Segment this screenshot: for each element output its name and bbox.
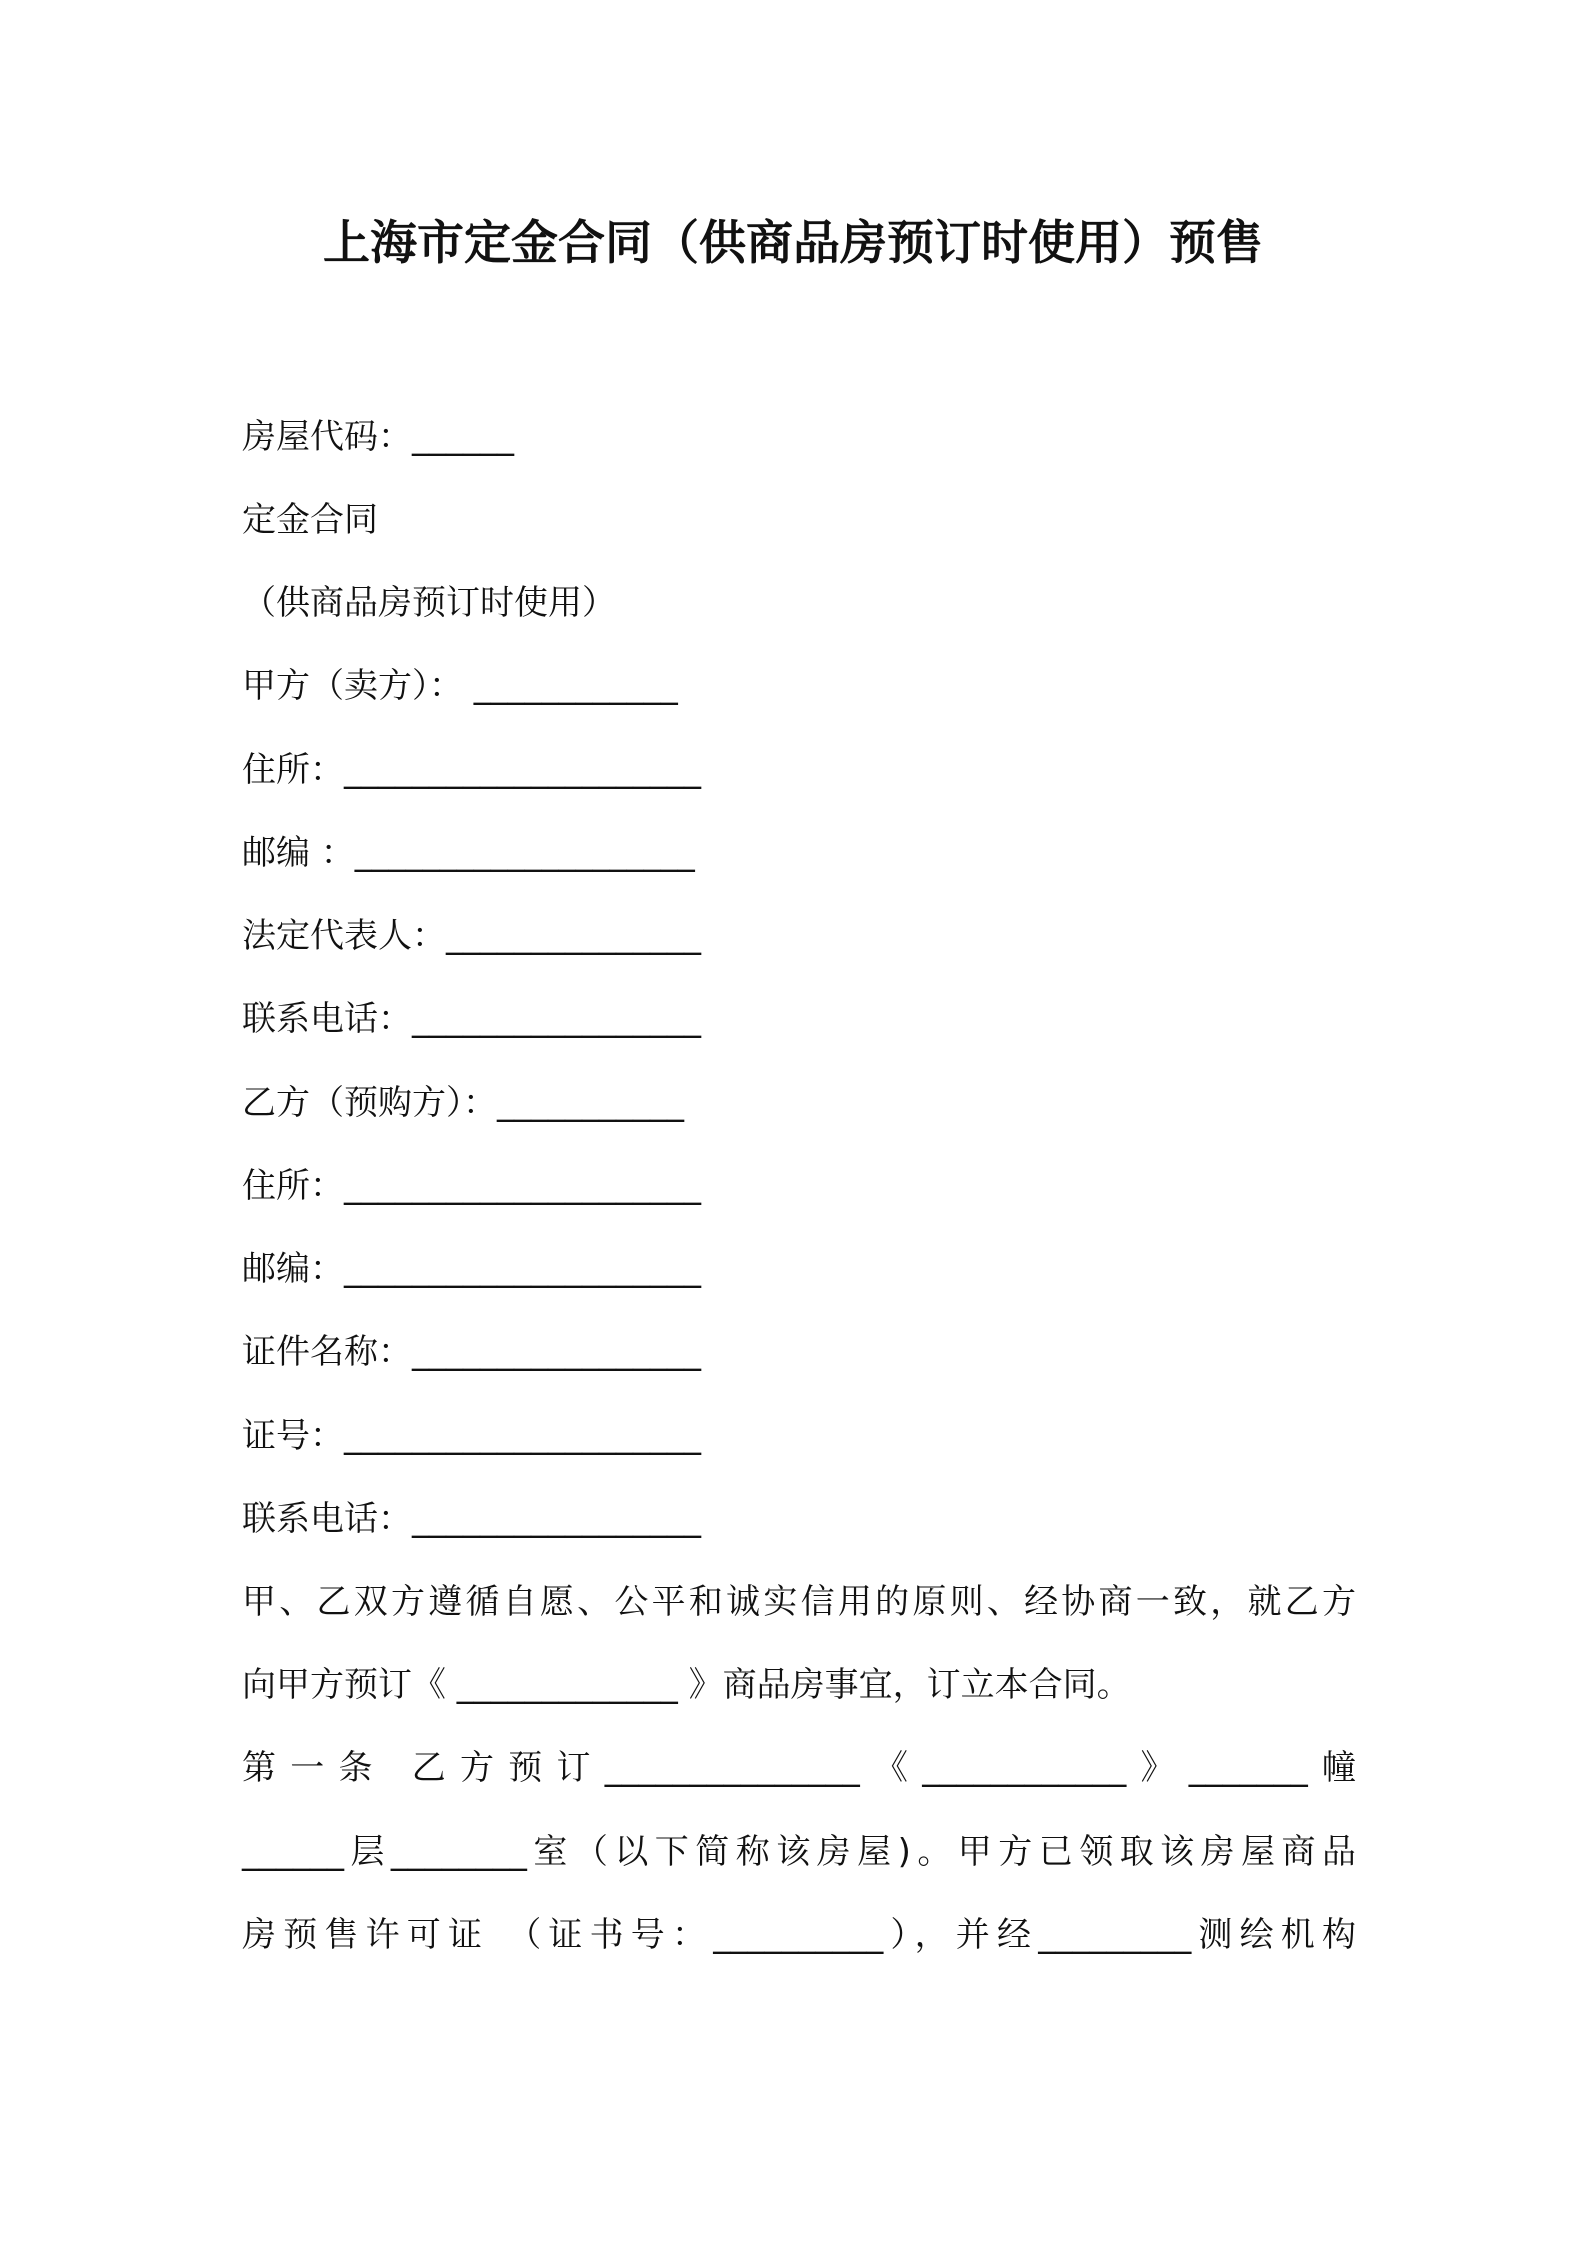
field-party-a: 甲方（卖方）： ____________ xyxy=(242,666,678,706)
paragraph-line: 第一条 乙方预订_______________《____________》_______幢 xyxy=(242,1748,1356,1788)
field-legal-representative: 法定代表人：_______________ xyxy=(242,916,701,956)
field-contract-name: 定金合同 xyxy=(242,500,378,540)
field-usage-note: （供商品房预订时使用） xyxy=(242,583,616,623)
field-party-b: 乙方（预购方）：___________ xyxy=(242,1083,684,1123)
field-id-number: 证号：_____________________ xyxy=(242,1416,701,1456)
document-title: 上海市定金合同（供商品房预订时使用）预售 xyxy=(323,216,1263,271)
field-party-b-phone: 联系电话：_________________ xyxy=(242,1499,701,1539)
field-house-code: 房屋代码：______ xyxy=(242,417,514,457)
paragraph-line: 甲、乙双方遵循自愿、公平和诚实信用的原则、经协商一致，就乙方 xyxy=(242,1582,1356,1622)
field-party-a-postcode: 邮编 ：____________________ xyxy=(242,833,695,873)
field-party-b-address: 住所：_____________________ xyxy=(242,1166,701,1206)
field-party-a-address: 住所：_____________________ xyxy=(242,750,701,790)
field-party-a-phone: 联系电话：_________________ xyxy=(242,999,701,1039)
paragraph-line: 房预售许可证 （证书号：__________），并经_________测绘机构 xyxy=(242,1915,1356,1955)
field-party-b-postcode: 邮编：_____________________ xyxy=(242,1249,701,1289)
paragraph-line: 向甲方预订《 _____________ 》商品房事宜，订立本合同。 xyxy=(242,1665,1131,1705)
paragraph-line: ______层________室（以下简称该房屋)。甲方已领取该房屋商品 xyxy=(242,1832,1356,1872)
field-id-type: 证件名称：_________________ xyxy=(242,1332,701,1372)
